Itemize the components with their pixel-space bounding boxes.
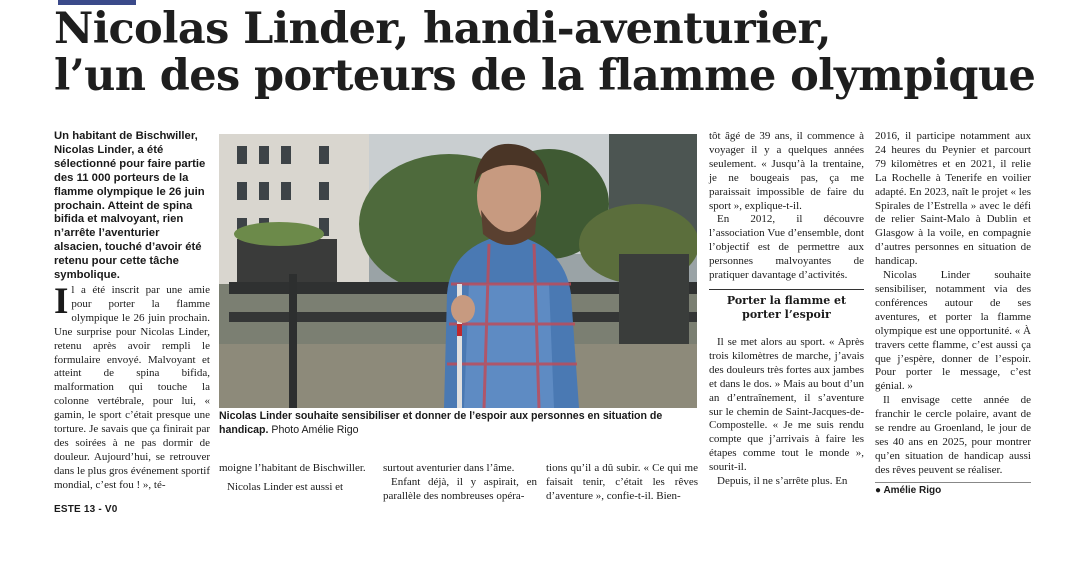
paragraph: Enfant déjà, il y aspirait, en parallèle des nombreuses opéra- xyxy=(383,475,537,502)
divider xyxy=(875,482,1031,483)
lead-text: l a été inscrit par une amie pour porter la flamme olympique le 26 juin prochain. Une surprise pour Nicolas Linder, retenu après avoir rempli le formulaire envoyé. Malvoyant et atteint de spina bifida, malformation qui touche la colonne vertébrale, pour lui, « gamin, le sport c’était presque une torture. Je savais que ça finirait par des soirées à ne pas dormir de douleur. Aujourd’hui, se retrouver dans le plus gros événement sportif mondial, c’est fou ! », té- xyxy=(54,284,210,491)
lead-paragraph xyxy=(54,281,210,493)
paragraph: tôt âgé de 39 ans, il commence à voyager il y a quelques années seulement. « Jusqu’à la trentaine, je ne bougeais pas, ça me paraissait impossible de faire du sport », explique-t-il. xyxy=(709,130,864,212)
headline-line-1: Nicolas Linder, handi-aventurier, xyxy=(54,4,831,54)
portrait-photo-illustration xyxy=(219,134,697,408)
paragraph: 2016, il participe notamment aux 24 heures du Peynier et parcourt 79 kilomètres et en 2021, il relie La Rochelle à Tenerife en voilier adapté. En 2023, naît le projet « les Spirales de l’Estrella » avec le défi de relier Saint-Malo à Dublin et Glasgow à la voile, en compagnie d’autres personnes en situation de handicap. xyxy=(875,130,1031,268)
paragraph: Il envisage cette année de franchir le cercle polaire, avant de se rendre au Groenland, le jour de ses 40 ans en 2025, pour montrer qu’en situation de handicap aussi des rêves peuvent se réaliser. xyxy=(875,394,1031,476)
article-column-5 xyxy=(875,130,1031,498)
drop-cap: I xyxy=(54,281,69,322)
caption-text: Nicolas Linder souhaite sensibiliser et donner de l’espoir aux personnes en situation de handicap. xyxy=(219,410,663,436)
article-column-4 xyxy=(709,130,864,489)
headline xyxy=(54,6,1054,100)
paragraph: Il se met alors au sport. « Après trois kilomètres de marche, j’avais des douleurs très fortes aux jambes et dans le dos. » Mais au bout d’un an d’entraînement, il s’aventure sur le chemin de Saint-Jacques-de-Compostelle. « Je me suis rendu compte que j’arrivais à faire les étapes comme tout le monde », sourit-il. xyxy=(709,335,864,474)
column-under-photo-2 xyxy=(383,462,537,504)
paragraph: moigne l’habitant de Bischwiller. xyxy=(219,462,366,474)
photo-credit: Photo Amélie Rigo xyxy=(271,423,359,436)
page-footer: ESTE 13 - V0 xyxy=(54,504,118,515)
paragraph: Depuis, il ne s’arrête plus. En xyxy=(717,475,848,488)
article-chapo: Un habitant de Bischwiller, Nicolas Linder, a été sélectionné pour faire partie des 11 000 porteurs de la flamme olympique le 26 juin prochain. Atteint de spina bifida et malvoyant, rien n’arrête l’aventurier alsacien, touché d’avoir été retenu pour cette tâche symbolique. xyxy=(54,130,206,282)
paragraph: surtout aventurier dans l’âme. xyxy=(383,462,515,474)
photo-caption xyxy=(219,410,697,438)
paragraph: tions qu’il a dû subir. « Ce qui me faisait tenir, c’était les rêves d’aventure », confie-t-il. Bien- xyxy=(546,462,698,502)
article-photo xyxy=(219,134,697,408)
intertitle: Porter la flamme et porter l’espoir xyxy=(709,289,864,328)
column-under-photo-3 xyxy=(546,462,698,504)
paragraph: En 2012, il découvre l’association Vue d’ensemble, dont l’objectif est de permettre aux personnes malvoyantes de pratiquer davantage d’activités. xyxy=(709,213,864,282)
author-byline: ● Amélie Rigo xyxy=(875,484,942,496)
paragraph: Nicolas Linder souhaite sensibiliser, notamment via des conférences autour de ses aventures, et porter la flamme olympique est une opportunité. « À travers cette flamme, c’est aussi ça que j’espère, donner de l’espoir. Pour porter le message, c’est génial. » xyxy=(875,269,1031,393)
paragraph: Nicolas Linder est aussi et xyxy=(227,480,344,493)
headline-line-2: l’un des porteurs de la flamme olympique xyxy=(54,51,1036,101)
column-under-photo-1 xyxy=(219,462,373,495)
